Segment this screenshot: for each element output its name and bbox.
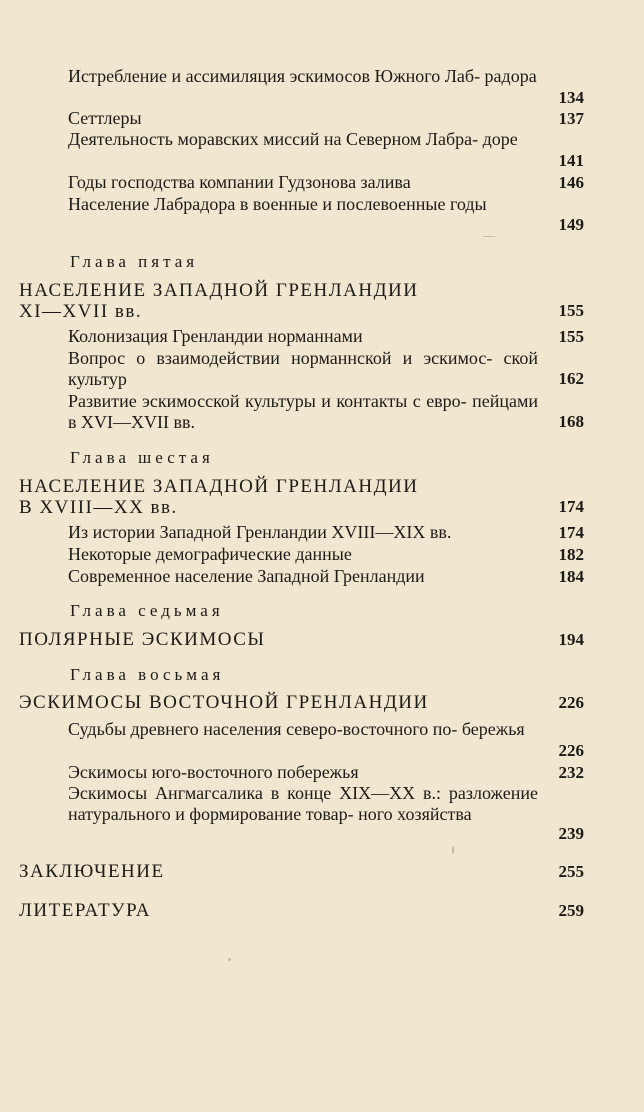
literature-title: ЛИТЕРАТУРА	[19, 900, 151, 921]
toc-entry-page: 141	[558, 151, 584, 170]
toc-entry-page: 146	[558, 173, 584, 192]
toc-entry-page: 184	[558, 567, 584, 586]
literature-page: 259	[558, 901, 584, 920]
toc-entry-text: Судьбы древнего населения северо-восточного по- бережья	[68, 719, 525, 739]
toc-entry-page: 162	[558, 369, 584, 388]
toc-entry-page: 174	[558, 523, 584, 542]
toc-entry-text: Истребление и ассимиляция эскимосов Южного Лаб- радора	[68, 66, 537, 86]
chapter-title: НАСЕЛЕНИЕ ЗАПАДНОЙ ГРЕНЛАНДИИ	[19, 280, 419, 301]
chapter-label: Глава восьмая	[70, 665, 225, 684]
toc-entry-text: Развитие эскимосской культуры и контакты с евро- пейцами в XVI—XVII вв.	[68, 391, 538, 432]
toc-entry-text: Сеттлеры	[68, 108, 142, 128]
chapter-title: ПОЛЯРНЫЕ ЭСКИМОСЫ	[19, 629, 266, 650]
toc-entry-text: Эскимосы Ангмагсалика в конце XIX—XX в.: разложение натурального и формирование товар- ного хозяйства	[68, 783, 538, 824]
toc-entry-text: Из истории Западной Гренландии XVIII—XIX вв.	[68, 522, 452, 542]
toc-entry-page: 232	[558, 763, 584, 782]
toc-entry-text: Население Лабрадора в военные и послевоенные годы	[68, 194, 487, 214]
toc-entry-text: Деятельность моравских миссий на Северном Лабра- доре	[68, 129, 518, 149]
chapter-page: 155	[558, 301, 584, 320]
chapter-title: НАСЕЛЕНИЕ ЗАПАДНОЙ ГРЕНЛАНДИИ	[19, 476, 419, 497]
chapter-page: 226	[558, 693, 584, 712]
toc-entry-page: 134	[558, 88, 584, 107]
toc-entry-text: Вопрос о взаимодействии норманнской и эскимос- ской культур	[68, 348, 538, 389]
print-speck	[482, 236, 496, 237]
toc-entry-page: 182	[558, 545, 584, 564]
toc-entry-text: Колонизация Гренландии норманнами	[68, 326, 363, 346]
chapter-title: ЭСКИМОСЫ ВОСТОЧНОЙ ГРЕНЛАНДИИ	[19, 692, 429, 713]
chapter-page: 194	[558, 630, 584, 649]
toc-entry-page: 155	[558, 327, 584, 346]
chapter-label: Глава шестая	[70, 448, 214, 467]
toc-entry-page: 149	[558, 215, 584, 234]
print-speck	[452, 846, 454, 854]
chapter-label: Глава пятая	[70, 252, 199, 271]
toc-entry-page: 168	[558, 412, 584, 431]
toc-entry-page: 226	[558, 741, 584, 760]
toc-entry-page: 137	[558, 109, 584, 128]
conclusion-title: ЗАКЛЮЧЕНИЕ	[19, 861, 165, 882]
print-speck	[228, 958, 231, 961]
toc-entry-text: Некоторые демографические данные	[68, 544, 352, 564]
toc-entry-page: 239	[558, 824, 584, 843]
conclusion-page: 255	[558, 862, 584, 881]
chapter-page: 174	[558, 497, 584, 516]
toc-entry-text: Эскимосы юго-восточного побережья	[68, 762, 359, 782]
chapter-label: Глава седьмая	[70, 601, 224, 620]
toc-entry-text: Годы господства компании Гудзонова залива	[68, 172, 411, 192]
toc-entry-text: Современное население Западной Гренландии	[68, 566, 425, 586]
chapter-title-line2: XI—XVII вв.	[19, 301, 143, 322]
chapter-title-line2: В XVIII—XX вв.	[19, 497, 178, 518]
